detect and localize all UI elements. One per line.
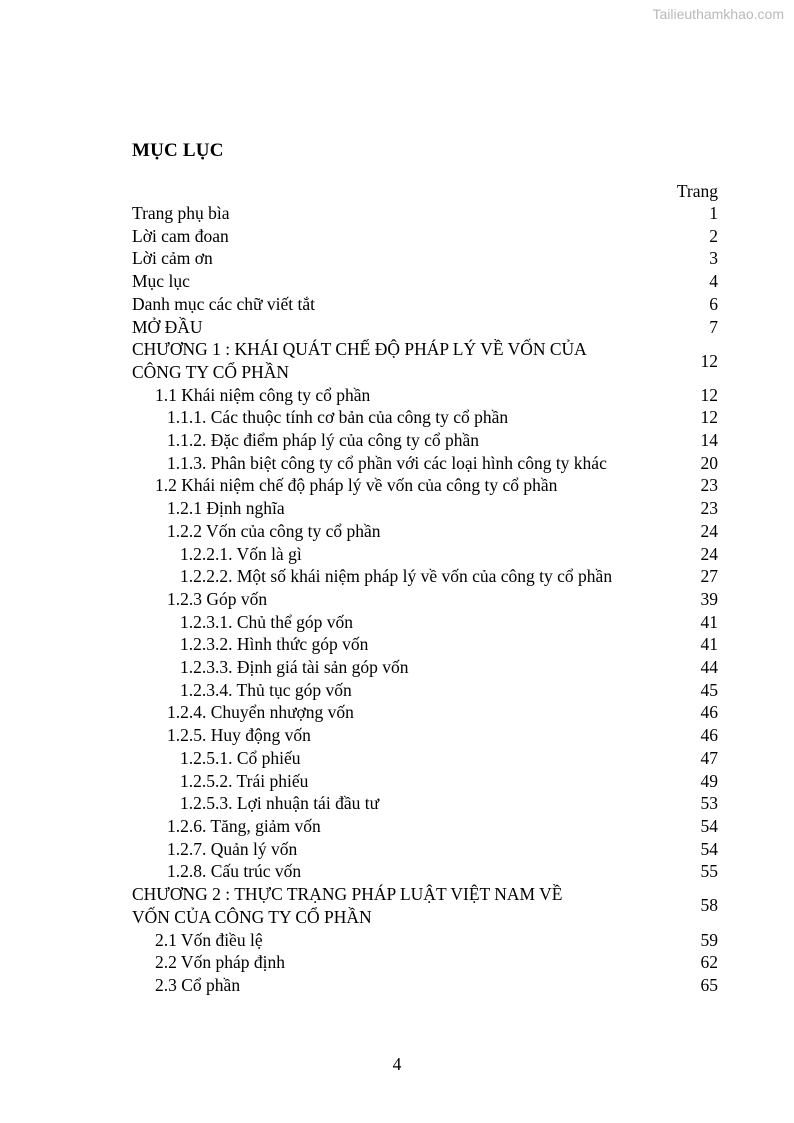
page-number: 4: [392, 1054, 402, 1074]
toc-entry: [132, 633, 718, 656]
toc-entry: [132, 792, 718, 815]
toc-entry-page: 6: [709, 293, 718, 314]
toc-entry-title: Trang phụ bìa: [132, 203, 230, 223]
toc-entry-page: 23: [700, 498, 718, 519]
toc-entry-page: 47: [700, 747, 718, 768]
toc-entry: [132, 247, 718, 270]
toc-entry: [132, 225, 718, 248]
toc-entry: [132, 883, 718, 928]
toc-entry-title: CHƯƠNG 2 : THỰC TRẠNG PHÁP LUẬT VIỆT NAM VỀ VỐN CỦA CÔNG TY CỔ PHẦN: [132, 884, 563, 927]
toc-entry-page: 62: [700, 952, 718, 973]
toc-entry-page: 58: [700, 895, 718, 916]
toc-entry-page: 1: [709, 203, 718, 223]
toc-entry: [132, 202, 718, 225]
toc-entry-title: Danh mục các chữ viết tắt: [132, 293, 315, 314]
toc-entry: [132, 565, 718, 588]
toc-entry: [132, 543, 718, 566]
toc-entry-page: 54: [700, 815, 718, 836]
table-of-contents: [132, 202, 718, 997]
toc-entry-page: 7: [709, 316, 718, 337]
toc-entry-page: 41: [700, 611, 718, 632]
toc-entry-page: 12: [700, 350, 718, 371]
toc-entry: [132, 338, 718, 383]
toc-entry-page: 24: [700, 520, 718, 541]
toc-entry: [132, 497, 718, 520]
toc-entry-title: 1.2.1 Định nghĩa: [167, 498, 285, 519]
toc-entry: [132, 384, 718, 407]
toc-entry-page: 46: [700, 702, 718, 723]
toc-entry: [132, 815, 718, 838]
toc-entry-title: 1.2.3.1. Chủ thể góp vốn: [180, 611, 354, 632]
toc-entry-page: 55: [700, 861, 718, 882]
toc-entry-page: 45: [700, 679, 718, 700]
toc-entry: [132, 951, 718, 974]
toc-entry: [132, 929, 718, 952]
toc-entry-page: 53: [700, 793, 718, 814]
toc-entry: [132, 588, 718, 611]
toc-entry: [132, 701, 718, 724]
toc-entry: [132, 838, 718, 861]
toc-entry: [132, 429, 718, 452]
toc-entry-page: 3: [709, 248, 718, 269]
toc-entry-title: 1.1 Khái niệm công ty cổ phần: [155, 384, 371, 405]
toc-entry: [132, 406, 718, 429]
toc-entry-page: 12: [700, 407, 718, 428]
toc-entry-title: 1.1.2. Đặc điểm pháp lý của công ty cổ phần: [167, 430, 479, 451]
toc-entry-page: 20: [700, 452, 718, 473]
toc-entry-title: Mục lục: [132, 271, 190, 292]
toc-entry-page: 27: [700, 566, 718, 587]
toc-entry-title: 1.2.8. Cấu trúc vốn: [167, 861, 302, 882]
toc-entry-title: 1.2.5. Huy động vốn: [167, 725, 311, 746]
toc-entry-title: 1.2.3.4. Thủ tục góp vốn: [180, 679, 352, 700]
toc-entry: [132, 316, 718, 339]
toc-entry-page: 41: [700, 634, 718, 655]
watermark: Tailieuthamkhao.com: [652, 6, 784, 22]
toc-entry-title: 1.2.5.1. Cổ phiếu: [180, 747, 301, 768]
toc-entry-title: 1.2.5.2. Trái phiếu: [180, 770, 309, 791]
toc-entry-title: 1.2.3 Góp vốn: [167, 588, 268, 609]
toc-entry: [132, 656, 718, 679]
toc-entry-page: 12: [700, 384, 718, 405]
toc-entry: [132, 474, 718, 497]
toc-entry: [132, 724, 718, 747]
toc-entry-title: 1.2.6. Tăng, giảm vốn: [167, 815, 321, 836]
toc-entry: [132, 860, 718, 883]
toc-entry-title: 2.3 Cổ phần: [155, 974, 241, 995]
toc-entry: [132, 679, 718, 702]
toc-entry: [132, 293, 718, 316]
toc-entry: [132, 770, 718, 793]
toc-entry-title: Lời cảm ơn: [132, 248, 213, 269]
toc-entry-title: 1.2.5.3. Lợi nhuận tái đầu tư: [180, 793, 380, 814]
toc-entry-title: 1.1.3. Phân biệt công ty cổ phần với các loại hình công ty khác: [167, 452, 607, 473]
page-column-header: Trang: [676, 181, 718, 201]
toc-entry-title: 1.1.1. Các thuộc tính cơ bản của công ty cổ phần: [167, 407, 509, 428]
toc-entry: [132, 611, 718, 634]
toc-entry: [132, 452, 718, 475]
toc-entry-title: 2.1 Vốn điều lệ: [155, 929, 263, 950]
toc-entry: [132, 270, 718, 293]
toc-entry-title: 1.2.3.3. Định giá tài sản góp vốn: [180, 657, 409, 678]
toc-entry-title: 1.2.2 Vốn của công ty cổ phần: [167, 520, 381, 541]
toc-entry-title: 1.2.3.2. Hình thức góp vốn: [180, 634, 369, 655]
toc-entry-page: 44: [700, 657, 718, 678]
toc-entry-page: 2: [709, 225, 718, 246]
toc-entry-page: 23: [700, 475, 718, 496]
toc-entry: [132, 974, 718, 997]
toc-entry: [132, 747, 718, 770]
toc-entry-title: CHƯƠNG 1 : KHÁI QUÁT CHẾ ĐỘ PHÁP LÝ VỀ VỐN CỦA CÔNG TY CỔ PHẦN: [132, 339, 586, 382]
toc-entry-title: 1.2 Khái niệm chế độ pháp lý về vốn của công ty cổ phần: [155, 475, 558, 496]
page-title: MỤC LỤC: [132, 140, 224, 161]
toc-entry: [132, 520, 718, 543]
toc-entry-page: 14: [700, 430, 718, 451]
toc-entry-title: Lời cam đoan: [132, 225, 229, 246]
toc-entry-page: 39: [700, 588, 718, 609]
toc-entry-title: 1.2.4. Chuyển nhượng vốn: [167, 702, 354, 723]
toc-entry-page: 49: [700, 770, 718, 791]
toc-entry-page: 65: [700, 974, 718, 995]
toc-entry-page: 24: [700, 543, 718, 564]
toc-entry-page: 54: [700, 838, 718, 859]
toc-entry-page: 46: [700, 725, 718, 746]
toc-entry-title: MỞ ĐẦU: [132, 316, 203, 337]
toc-entry-title: 1.2.7. Quản lý vốn: [167, 838, 298, 859]
toc-entry-title: 1.2.2.2. Một số khái niệm pháp lý về vốn của công ty cổ phần: [180, 566, 613, 587]
toc-entry-title: 1.2.2.1. Vốn là gì: [180, 543, 302, 564]
toc-entry-title: 2.2 Vốn pháp định: [155, 952, 285, 973]
toc-entry-page: 59: [700, 929, 718, 950]
toc-entry-page: 4: [709, 271, 718, 292]
